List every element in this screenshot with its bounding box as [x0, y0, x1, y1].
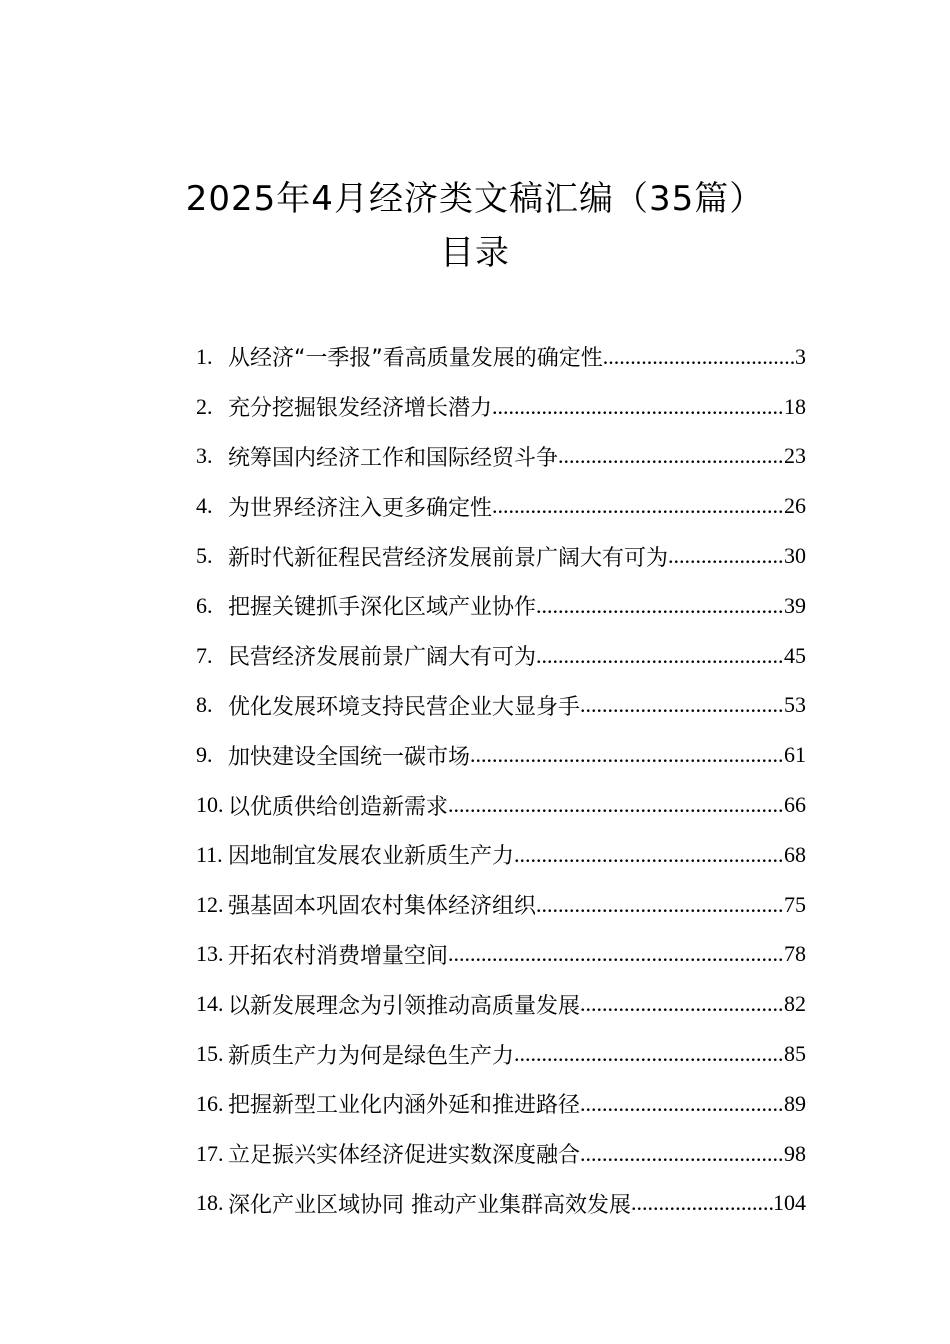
toc-leader-dots	[580, 991, 784, 1017]
toc-entry-page[interactable]: 68	[784, 841, 806, 867]
toc-leader-dots	[631, 1190, 773, 1216]
toc-entry-page[interactable]: 66	[784, 792, 806, 818]
toc-entry-title[interactable]: 强基固本巩固农村集体经济组织	[228, 894, 537, 920]
toc-entry-title[interactable]: 以新发展理念为引领推动高质量发展	[228, 993, 581, 1019]
toc-entry-page[interactable]: 75	[784, 891, 806, 917]
toc-entry-page[interactable]: 82	[784, 991, 806, 1017]
toc-entry[interactable]	[196, 332, 806, 382]
toc-leader-dots	[514, 842, 784, 868]
toc-entry-page[interactable]: 26	[784, 493, 806, 519]
toc-entry-number: 1.	[196, 343, 213, 369]
toc-leader-dots	[668, 543, 784, 569]
toc-entry[interactable]	[196, 1129, 806, 1179]
toc-entry-number: 8.	[196, 692, 213, 718]
toc-entry-number: 3.	[196, 443, 213, 469]
toc-entry[interactable]	[196, 481, 806, 531]
toc-leader-dots	[536, 643, 784, 669]
toc-entry-number: 5.	[196, 543, 213, 569]
toc-entry-title[interactable]: 把握新型工业化内涵外延和推进路径	[228, 1093, 581, 1119]
toc-entry-title[interactable]: 充分挖掘银发经济增长潜力	[228, 396, 493, 422]
toc-leader-dots	[448, 941, 784, 967]
toc-entry-page[interactable]: 18	[784, 393, 806, 419]
toc-entry-title[interactable]: 因地制宜发展农业新质生产力	[228, 844, 515, 870]
toc-entry-page[interactable]: 45	[784, 642, 806, 668]
toc-leader-dots	[580, 1091, 784, 1117]
toc-entry[interactable]	[196, 979, 806, 1029]
toc-entry-title[interactable]: 优化发展环境支持民营企业大显身手	[228, 694, 581, 720]
toc-entry-number: 7.	[196, 642, 213, 668]
toc-entry-page[interactable]: 3	[795, 343, 806, 369]
toc-entry-title[interactable]: 新时代新征程民营经济发展前景广阔大有可为	[228, 545, 669, 571]
toc-entry-number: 6.	[196, 592, 213, 618]
toc-entry-title[interactable]: 新质生产力为何是绿色生产力	[228, 1043, 515, 1069]
toc-entry-page[interactable]: 104	[773, 1190, 806, 1216]
toc-entry-title[interactable]: 立足振兴实体经济促进实数深度融合	[228, 1143, 581, 1169]
toc-entry-title[interactable]: 统筹国内经济工作和国际经贸斗争	[228, 445, 559, 471]
toc-entry-title[interactable]: 开拓农村消费增量空间	[228, 943, 449, 969]
toc-entry-page[interactable]: 98	[784, 1140, 806, 1166]
toc-entry[interactable]	[196, 581, 806, 631]
toc-entry-title[interactable]: 以优质供给创造新需求	[228, 794, 449, 820]
toc-entry-number: 10.	[196, 792, 224, 818]
toc-entry[interactable]	[196, 531, 806, 581]
toc-entry-number: 11.	[196, 841, 223, 867]
toc-entry[interactable]	[196, 382, 806, 432]
toc-entry[interactable]	[196, 1179, 806, 1229]
toc-leader-dots	[470, 742, 784, 768]
toc-leader-dots	[492, 394, 784, 420]
toc-entry-page[interactable]: 53	[784, 692, 806, 718]
toc-entry-page[interactable]: 39	[784, 592, 806, 618]
toc-entry[interactable]	[196, 1079, 806, 1129]
toc-leader-dots	[603, 344, 795, 370]
toc-entry-number: 16.	[196, 1090, 224, 1116]
toc-entry-page[interactable]: 30	[784, 543, 806, 569]
toc-entry-page[interactable]: 89	[784, 1090, 806, 1116]
toc-heading: 目录	[440, 233, 510, 273]
toc-entry-number: 2.	[196, 393, 213, 419]
toc-entry[interactable]	[196, 730, 806, 780]
document-title: 2025年4月经济类文稿汇编（35篇）	[185, 179, 765, 219]
toc-entry-page[interactable]: 85	[784, 1041, 806, 1067]
toc-entry-number: 4.	[196, 493, 213, 519]
toc-entry-number: 14.	[196, 991, 224, 1017]
toc-entry[interactable]	[196, 780, 806, 830]
toc-entry-title[interactable]: 加快建设全国统一碳市场	[228, 744, 471, 770]
toc-entry-number: 12.	[196, 891, 224, 917]
table-of-contents	[196, 332, 806, 1228]
toc-leader-dots	[558, 443, 784, 469]
toc-entry[interactable]	[196, 1029, 806, 1079]
toc-leader-dots	[448, 792, 784, 818]
toc-leader-dots	[536, 593, 784, 619]
toc-entry-title[interactable]: 深化产业区域协同 推动产业集群高效发展	[228, 1192, 631, 1218]
toc-entry-title[interactable]: 为世界经济注入更多确定性	[228, 495, 493, 521]
toc-entry-page[interactable]: 78	[784, 941, 806, 967]
toc-entry[interactable]	[196, 880, 806, 930]
toc-entry[interactable]	[196, 930, 806, 980]
toc-entry[interactable]	[196, 432, 806, 482]
toc-entry-page[interactable]: 23	[784, 443, 806, 469]
toc-entry-number: 15.	[196, 1041, 224, 1067]
toc-leader-dots	[492, 493, 784, 519]
toc-entry[interactable]	[196, 681, 806, 731]
toc-leader-dots	[580, 1141, 784, 1167]
toc-entry-title[interactable]: 从经济“一季报”看高质量发展的确定性	[228, 346, 603, 372]
toc-entry[interactable]	[196, 830, 806, 880]
toc-leader-dots	[536, 892, 784, 918]
toc-entry-title[interactable]: 民营经济发展前景广阔大有可为	[228, 645, 537, 671]
toc-entry-title[interactable]: 把握关键抓手深化区域产业协作	[228, 595, 537, 621]
toc-entry[interactable]	[196, 631, 806, 681]
toc-entry-number: 18.	[196, 1190, 224, 1216]
toc-leader-dots	[514, 1041, 784, 1067]
toc-leader-dots	[580, 692, 784, 718]
toc-entry-page[interactable]: 61	[784, 742, 806, 768]
toc-entry-number: 17.	[196, 1140, 224, 1166]
toc-entry-number: 13.	[196, 941, 224, 967]
toc-entry-number: 9.	[196, 742, 213, 768]
